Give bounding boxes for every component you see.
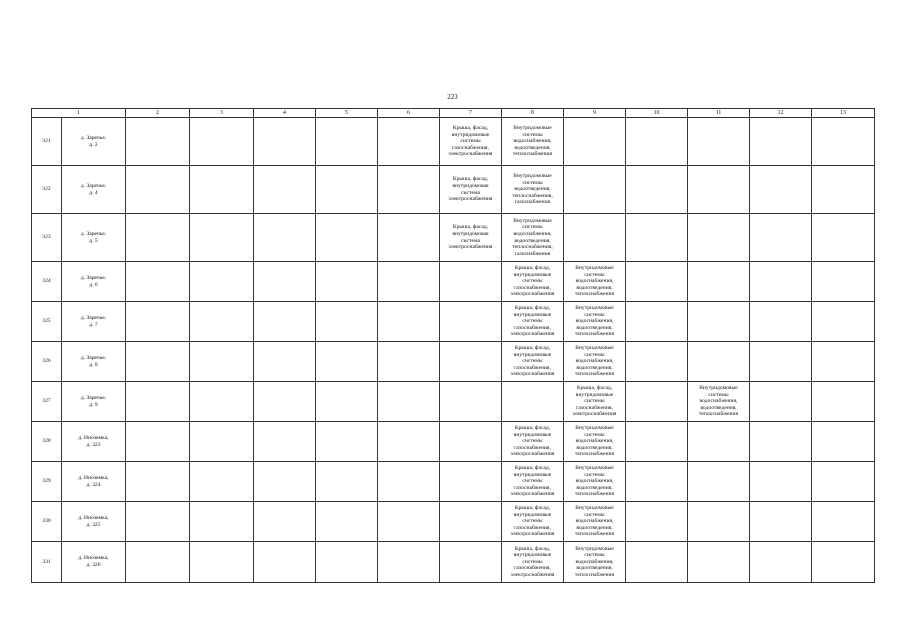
row-number-text: 326: [42, 358, 51, 365]
row-address-text: д. Заречье, д. 8: [80, 354, 107, 368]
cell-col-12: [750, 214, 812, 262]
cell-col-8-text: Крыша, фасад, внутридомовые системы газоснабжения, электроснабжения: [510, 265, 555, 298]
cell-col-9: [564, 214, 626, 262]
row-address-text: д. Заречье, д. 2: [80, 134, 107, 148]
table-row: [32, 542, 875, 583]
row-number: [32, 422, 62, 462]
cell-col-11: [688, 214, 750, 262]
cell-col-11-text: Внутридомовые системы водоснабжения, водоотведения, теплоснабжения: [698, 385, 739, 418]
table-row: [32, 166, 875, 214]
cell-col-13: [812, 382, 875, 422]
row-address: [62, 542, 126, 583]
cell-col-10: [626, 542, 688, 583]
cell-col-8: [502, 422, 564, 462]
table-row: [32, 262, 875, 302]
cell-col-2: [126, 342, 190, 382]
cell-col-6: [378, 382, 440, 422]
cell-col-7-text: Крыша, фасад, внутридомовая система электроснабжения: [448, 176, 493, 203]
cell-col-3: [190, 214, 254, 262]
cell-col-7: [440, 302, 502, 342]
cell-col-9: [564, 342, 626, 382]
cell-col-9: [564, 166, 626, 214]
table-row: [32, 502, 875, 542]
cell-col-9: [564, 262, 626, 302]
table-row: [32, 118, 875, 166]
cell-col-9-text: Внутридомовые системы водоснабжения, водоотведения, теплоснабжения: [574, 305, 615, 338]
cell-col-2: [126, 462, 190, 502]
row-address-text: д. Заречье, д. 5: [80, 230, 107, 244]
cell-col-5: [316, 382, 378, 422]
cell-col-2: [126, 382, 190, 422]
row-number-text: 328: [42, 438, 51, 445]
row-address-text: д. Заречье, д. 6: [80, 274, 107, 288]
cell-col-3: [190, 342, 254, 382]
cell-col-3: [190, 542, 254, 583]
cell-col-6: [378, 118, 440, 166]
column-header-11: 11: [688, 109, 750, 118]
column-header-6: 6: [378, 109, 440, 118]
cell-col-11: [688, 342, 750, 382]
cell-col-7: [440, 166, 502, 214]
cell-col-9-text: Внутридомовые системы водоснабжения, водоотведения, теплоснабжения: [574, 505, 615, 538]
cell-col-9: [564, 502, 626, 542]
cell-col-6: [378, 214, 440, 262]
cell-col-8: [502, 302, 564, 342]
column-header-2: 2: [126, 109, 190, 118]
cell-col-6: [378, 342, 440, 382]
cell-col-10: [626, 462, 688, 502]
cell-col-9: [564, 422, 626, 462]
cell-col-13: [812, 502, 875, 542]
row-address-text: д. Иноземка, д. 324: [78, 474, 109, 488]
cell-col-9: [564, 462, 626, 502]
cell-col-7: [440, 542, 502, 583]
row-number: [32, 166, 62, 214]
cell-col-9: [564, 118, 626, 166]
table-row: [32, 462, 875, 502]
cell-col-7: [440, 462, 502, 502]
cell-col-10: [626, 502, 688, 542]
cell-col-2: [126, 214, 190, 262]
cell-col-10: [626, 166, 688, 214]
column-header-7: 7: [440, 109, 502, 118]
cell-col-4: [254, 342, 316, 382]
row-number-text: 321: [42, 138, 51, 145]
cell-col-7: [440, 118, 502, 166]
header-row: [32, 109, 875, 118]
row-address-text: д. Заречье, д. 4: [80, 182, 107, 196]
cell-col-9: [564, 542, 626, 583]
table-row: [32, 214, 875, 262]
cell-col-4: [254, 214, 316, 262]
cell-col-9-text: Внутридомовые системы водоснабжения, водоотведения, теплоснабжения: [574, 345, 615, 378]
cell-col-4: [254, 542, 316, 583]
cell-col-6: [378, 502, 440, 542]
cell-col-5: [316, 214, 378, 262]
cell-col-9-text: Крыша, фасад, внутридомовые системы газоснабжения, электроснабжения: [572, 385, 617, 418]
table-row: [32, 302, 875, 342]
column-header-5: 5: [316, 109, 378, 118]
cell-col-9: [564, 382, 626, 422]
row-number-text: 329: [42, 478, 51, 485]
row-number-text: 323: [42, 234, 51, 241]
cell-col-12: [750, 262, 812, 302]
cell-col-5: [316, 302, 378, 342]
row-address: [62, 342, 126, 382]
cell-col-4: [254, 302, 316, 342]
cell-col-5: [316, 262, 378, 302]
cell-col-5: [316, 422, 378, 462]
cell-col-6: [378, 542, 440, 583]
cell-col-8-text: Крыша, фасад, внутридомовые системы газоснабжения, электроснабжения: [510, 345, 555, 378]
cell-col-3: [190, 118, 254, 166]
cell-col-8-text: Крыша, фасад, внутридомовые системы газоснабжения, электроснабжения: [510, 505, 555, 538]
cell-col-7: [440, 422, 502, 462]
cell-col-11: [688, 502, 750, 542]
cell-col-4: [254, 262, 316, 302]
cell-col-4: [254, 422, 316, 462]
row-number-text: 325: [42, 318, 51, 325]
cell-col-12: [750, 118, 812, 166]
row-number: [32, 502, 62, 542]
cell-col-13: [812, 118, 875, 166]
cell-col-12: [750, 462, 812, 502]
cell-col-8: [502, 118, 564, 166]
cell-col-13: [812, 422, 875, 462]
row-number-text: 327: [42, 398, 51, 405]
cell-col-8-text: Крыша, фасад, внутридомовые системы газоснабжения, электроснабжения: [510, 465, 555, 498]
cell-col-3: [190, 422, 254, 462]
row-number-text: 324: [42, 278, 51, 285]
cell-col-2: [126, 422, 190, 462]
column-header-10: 10: [626, 109, 688, 118]
cell-col-10: [626, 262, 688, 302]
table-row: [32, 342, 875, 382]
cell-col-11: [688, 422, 750, 462]
cell-col-4: [254, 382, 316, 422]
cell-col-12: [750, 166, 812, 214]
cell-col-2: [126, 502, 190, 542]
cell-col-2: [126, 542, 190, 583]
cell-col-11: [688, 262, 750, 302]
row-number-text: 330: [42, 518, 51, 525]
cell-col-12: [750, 382, 812, 422]
cell-col-4: [254, 118, 316, 166]
column-header-13: 13: [812, 109, 875, 118]
cell-col-3: [190, 502, 254, 542]
cell-col-8-text: Внутридомовые системы водоснабжения, водоотведения, теплоснабжения: [512, 125, 553, 158]
row-number: [32, 302, 62, 342]
row-address: [62, 166, 126, 214]
table-row: [32, 382, 875, 422]
cell-col-4: [254, 166, 316, 214]
row-address: [62, 118, 126, 166]
cell-col-4: [254, 502, 316, 542]
cell-col-8: [502, 462, 564, 502]
cell-col-10: [626, 422, 688, 462]
cell-col-11: [688, 118, 750, 166]
row-address-text: д. Иноземка, д. 323: [78, 434, 109, 448]
cell-col-10: [626, 118, 688, 166]
cell-col-7: [440, 262, 502, 302]
cell-col-10: [626, 214, 688, 262]
cell-col-11: [688, 462, 750, 502]
cell-col-8-text: Внутридомовые системы водоснабжения, водоотведения, теплоснабжения, газоснабжения: [512, 217, 553, 257]
column-header-8: 8: [502, 109, 564, 118]
cell-col-9-text: Внутридомовые системы водоснабжения, водоотведения, теплоснабжения: [574, 265, 615, 298]
cell-col-5: [316, 462, 378, 502]
row-number: [32, 462, 62, 502]
row-number: [32, 342, 62, 382]
cell-col-11: [688, 166, 750, 214]
cell-col-5: [316, 542, 378, 583]
cell-col-8: [502, 342, 564, 382]
cell-col-8: [502, 262, 564, 302]
cell-col-5: [316, 118, 378, 166]
cell-col-6: [378, 462, 440, 502]
cell-col-12: [750, 302, 812, 342]
cell-col-10: [626, 382, 688, 422]
cell-col-13: [812, 262, 875, 302]
column-header-1: 1: [32, 109, 126, 118]
cell-col-8-text: Внутридомовые системы водоотведения, теплоснабжения, газоснабжения: [512, 173, 553, 206]
row-address: [62, 214, 126, 262]
cell-col-8-text: Крыша, фасад, внутридомовые системы газоснабжения, электроснабжения: [510, 305, 555, 338]
cell-col-9: [564, 302, 626, 342]
cell-col-3: [190, 302, 254, 342]
row-number-text: 322: [42, 186, 51, 193]
cell-col-13: [812, 462, 875, 502]
page-number: 223: [447, 93, 458, 101]
cell-col-8: [502, 166, 564, 214]
cell-col-6: [378, 422, 440, 462]
cell-col-7: [440, 342, 502, 382]
cell-col-11: [688, 542, 750, 583]
cell-col-7: [440, 214, 502, 262]
column-header-4: 4: [254, 109, 316, 118]
cell-col-2: [126, 302, 190, 342]
cell-col-3: [190, 382, 254, 422]
cell-col-9-text: Внутридомовые системы водоснабжения, водоотведения, теплоснабжения: [574, 425, 615, 458]
row-address: [62, 422, 126, 462]
row-address: [62, 462, 126, 502]
cell-col-12: [750, 502, 812, 542]
table-body: [32, 109, 875, 583]
row-address-text: д. Заречье, д. 7: [80, 314, 107, 328]
row-address-text: д. Заречье, д. 9: [80, 394, 107, 408]
cell-col-5: [316, 166, 378, 214]
cell-col-8-text: Крыша, фасад, внутридомовые системы газоснабжения, электроснабжения: [510, 545, 555, 578]
cell-col-8: [502, 502, 564, 542]
cell-col-13: [812, 214, 875, 262]
row-number: [32, 382, 62, 422]
cell-col-12: [750, 342, 812, 382]
cell-col-11: [688, 302, 750, 342]
cell-col-6: [378, 262, 440, 302]
row-number: [32, 118, 62, 166]
table-row: [32, 422, 875, 462]
cell-col-3: [190, 462, 254, 502]
cell-col-13: [812, 542, 875, 583]
row-address-text: д. Иноземка, д. 326: [78, 555, 109, 568]
row-address: [62, 302, 126, 342]
cell-col-6: [378, 302, 440, 342]
housing-repair-table: [31, 108, 875, 583]
row-number: [32, 542, 62, 583]
cell-col-4: [254, 462, 316, 502]
cell-col-7-text: Крыша, фасад, внутридомовые системы газоснабжения, электроснабжения: [448, 125, 493, 158]
row-address: [62, 502, 126, 542]
row-number: [32, 214, 62, 262]
cell-col-8: [502, 214, 564, 262]
cell-col-13: [812, 166, 875, 214]
cell-col-3: [190, 166, 254, 214]
column-header-3: 3: [190, 109, 254, 118]
cell-col-5: [316, 502, 378, 542]
cell-col-9-text: Внутридомовые системы водоснабжения, водоотведения, теплоснабжения: [574, 545, 615, 578]
cell-col-8: [502, 542, 564, 583]
cell-col-7: [440, 382, 502, 422]
cell-col-7-text: Крыша, фасад, внутридомовая система электроснабжения: [448, 224, 493, 251]
cell-col-9-text: Внутридомовые системы водоснабжения, водоотведения, теплоснабжения: [574, 465, 615, 498]
cell-col-3: [190, 262, 254, 302]
cell-col-2: [126, 262, 190, 302]
cell-col-11: [688, 382, 750, 422]
cell-col-8-text: Крыша, фасад, внутридомовые системы газоснабжения, электроснабжения: [510, 425, 555, 458]
cell-col-2: [126, 166, 190, 214]
column-header-12: 12: [750, 109, 812, 118]
cell-col-7: [440, 502, 502, 542]
cell-col-12: [750, 422, 812, 462]
row-address: [62, 382, 126, 422]
column-header-9: 9: [564, 109, 626, 118]
cell-col-13: [812, 302, 875, 342]
cell-col-8: [502, 382, 564, 422]
cell-col-10: [626, 342, 688, 382]
row-address: [62, 262, 126, 302]
cell-col-6: [378, 166, 440, 214]
row-address-text: д. Иноземка, д. 325: [78, 514, 109, 528]
cell-col-12: [750, 542, 812, 583]
cell-col-5: [316, 342, 378, 382]
cell-col-2: [126, 118, 190, 166]
cell-col-10: [626, 302, 688, 342]
row-number: [32, 262, 62, 302]
row-number-text: 331: [42, 558, 51, 565]
cell-col-13: [812, 342, 875, 382]
